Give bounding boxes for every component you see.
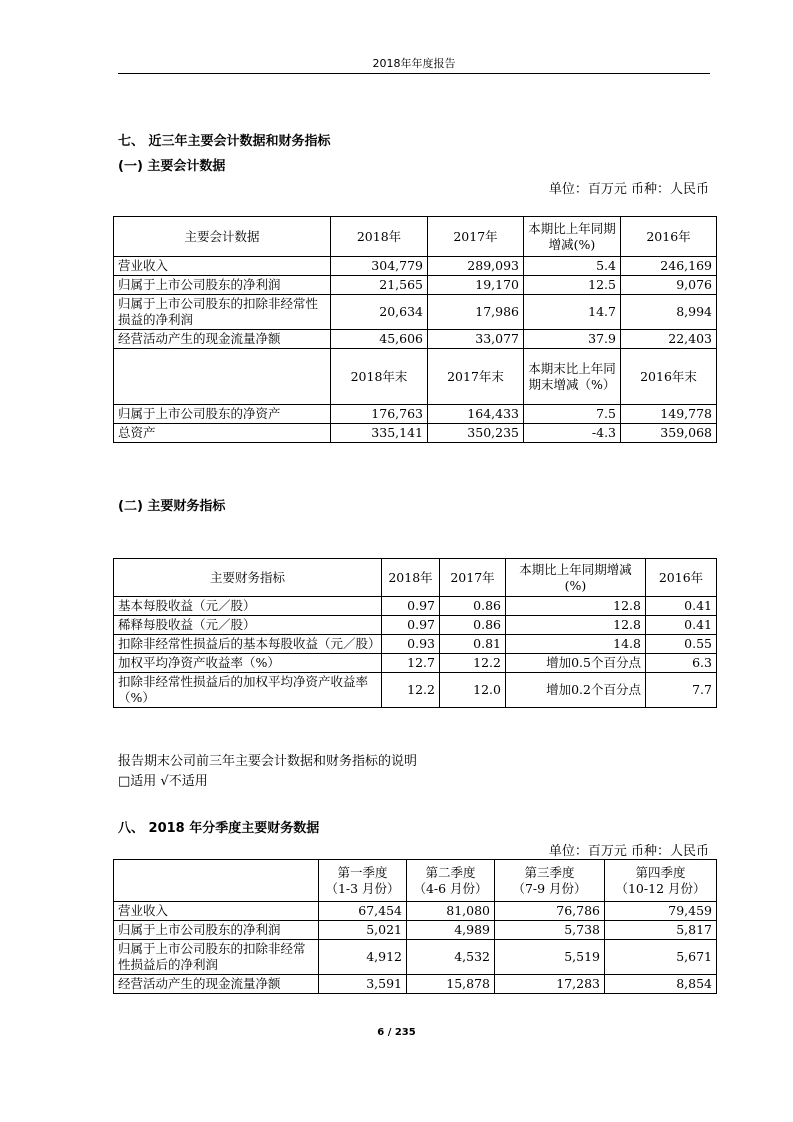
section-7-title: 七、 近三年主要会计数据和财务指标 <box>118 134 331 149</box>
col-header <box>114 860 319 902</box>
cell: 17,283 <box>495 975 605 994</box>
cell: 0.93 <box>382 635 440 654</box>
row-label: 营业收入 <box>114 902 319 921</box>
cell: 9,076 <box>621 276 717 295</box>
cell: 4,912 <box>319 940 407 975</box>
col-header: 主要财务指标 <box>114 559 382 597</box>
cell: 304,779 <box>331 257 428 276</box>
col-header: 2016年 <box>621 217 717 257</box>
col-header-line: （4-6 月份） <box>413 880 488 896</box>
col-header <box>114 349 331 405</box>
row-label: 经营活动产生的现金流量净额 <box>114 975 319 994</box>
cell: 17,986 <box>428 295 524 330</box>
unit-label-1: 单位：百万元 币种：人民币 <box>548 182 709 197</box>
cell: 81,080 <box>407 902 495 921</box>
cell: 67,454 <box>319 902 407 921</box>
cell: 0.86 <box>440 616 506 635</box>
col-header-line: 第一季度 <box>337 864 388 880</box>
table-row <box>114 921 717 940</box>
cell: 164,433 <box>428 405 524 424</box>
cell: 6.3 <box>646 654 717 673</box>
col-header: 2018年 <box>382 559 440 597</box>
header-divider <box>118 73 710 74</box>
cell: 0.81 <box>440 635 506 654</box>
col-header-line: （7-9 月份） <box>512 880 587 896</box>
cell: 12.2 <box>382 673 440 708</box>
row-label: 营业收入 <box>114 257 331 276</box>
cell: 增加0.2个百分点 <box>506 673 646 708</box>
cell: 8,854 <box>605 975 717 994</box>
table-row <box>114 330 717 349</box>
col-header: 2018年末 <box>331 349 428 405</box>
cell: 5,738 <box>495 921 605 940</box>
row-label: 基本每股收益（元／股） <box>114 597 382 616</box>
cell: 45,606 <box>331 330 428 349</box>
cell: -4.3 <box>524 424 621 443</box>
cell: 0.41 <box>646 597 717 616</box>
cell: 0.97 <box>382 616 440 635</box>
table-row <box>114 295 717 330</box>
cell: 20,634 <box>331 295 428 330</box>
accounting-data-table <box>113 216 717 443</box>
col-header: 主要会计数据 <box>114 217 331 257</box>
section-8-title: 八、 2018 年分季度主要财务数据 <box>118 821 320 836</box>
table-row <box>114 616 717 635</box>
row-label: 总资产 <box>114 424 331 443</box>
cell: 14.7 <box>524 295 621 330</box>
row-label: 扣除非经常性损益后的加权平均净资产收益率（%） <box>114 673 382 708</box>
col-header: 2017年 <box>428 217 524 257</box>
table-row <box>114 276 717 295</box>
cell: 5.4 <box>524 257 621 276</box>
cell: 12.5 <box>524 276 621 295</box>
cell: 0.55 <box>646 635 717 654</box>
unit-label-2: 单位：百万元 币种：人民币 <box>548 844 709 859</box>
table-row <box>114 424 717 443</box>
table-header-row <box>114 217 717 257</box>
cell: 4,532 <box>407 940 495 975</box>
row-label: 归属于上市公司股东的净利润 <box>114 921 319 940</box>
row-label: 加权平均净资产收益率（%） <box>114 654 382 673</box>
quarterly-data-table <box>113 859 717 994</box>
cell: 149,778 <box>621 405 717 424</box>
subsection-1-title: (一) 主要会计数据 <box>118 159 226 174</box>
col-header <box>605 860 717 902</box>
col-header-line: 第四季度 <box>635 864 686 880</box>
col-header: 本期末比上年同期末增减（%） <box>524 349 621 405</box>
cell: 350,235 <box>428 424 524 443</box>
cell: 246,169 <box>621 257 717 276</box>
col-header: 2017年 <box>440 559 506 597</box>
table-row <box>114 405 717 424</box>
row-label: 扣除非经常性损益后的基本每股收益（元／股） <box>114 635 382 654</box>
cell: 37.9 <box>524 330 621 349</box>
cell: 289,093 <box>428 257 524 276</box>
table-header-row <box>114 559 717 597</box>
page-header: 2018年年度报告 <box>372 57 456 70</box>
cell: 12.0 <box>440 673 506 708</box>
col-header: 2018年 <box>331 217 428 257</box>
table-row <box>114 257 717 276</box>
row-label: 经营活动产生的现金流量净额 <box>114 330 331 349</box>
cell: 79,459 <box>605 902 717 921</box>
indicator-note: 报告期末公司前三年主要会计数据和财务指标的说明 <box>118 754 418 769</box>
cell: 15,878 <box>407 975 495 994</box>
table-row <box>114 940 717 975</box>
table-row <box>114 673 717 708</box>
col-header-line: 第二季度 <box>425 864 476 880</box>
cell: 7.5 <box>524 405 621 424</box>
col-header-line: （1-3 月份） <box>325 880 400 896</box>
cell: 5,021 <box>319 921 407 940</box>
col-header: 2017年末 <box>428 349 524 405</box>
cell: 176,763 <box>331 405 428 424</box>
table-row <box>114 975 717 994</box>
cell: 0.97 <box>382 597 440 616</box>
applicability-options: □适用 √不适用 <box>118 774 208 789</box>
cell: 5,671 <box>605 940 717 975</box>
col-header: 2016年 <box>646 559 717 597</box>
col-header <box>495 860 605 902</box>
col-header <box>319 860 407 902</box>
cell: 0.86 <box>440 597 506 616</box>
table-header-row <box>114 860 717 902</box>
col-header: 本期比上年同期增减(%) <box>524 217 621 257</box>
col-header-line: （10-12 月份） <box>615 880 706 896</box>
table-subheader-row <box>114 349 717 405</box>
row-label: 归属于上市公司股东的净资产 <box>114 405 331 424</box>
table-row <box>114 902 717 921</box>
cell: 4,989 <box>407 921 495 940</box>
cell: 19,170 <box>428 276 524 295</box>
cell: 5,817 <box>605 921 717 940</box>
cell: 增加0.5个百分点 <box>506 654 646 673</box>
table-row <box>114 654 717 673</box>
subsection-2-title: (二) 主要财务指标 <box>118 499 226 514</box>
cell: 5,519 <box>495 940 605 975</box>
table-row <box>114 597 717 616</box>
row-label: 归属于上市公司股东的扣除非经常性损益的净利润 <box>114 295 331 330</box>
col-header <box>407 860 495 902</box>
cell: 7.7 <box>646 673 717 708</box>
financial-indicators-table <box>113 558 717 708</box>
cell: 22,403 <box>621 330 717 349</box>
cell: 8,994 <box>621 295 717 330</box>
cell: 335,141 <box>331 424 428 443</box>
cell: 12.7 <box>382 654 440 673</box>
col-header: 本期比上年同期增减(%) <box>506 559 646 597</box>
row-label: 归属于上市公司股东的净利润 <box>114 276 331 295</box>
cell: 0.41 <box>646 616 717 635</box>
col-header: 2016年末 <box>621 349 717 405</box>
cell: 12.8 <box>506 597 646 616</box>
cell: 3,591 <box>319 975 407 994</box>
row-label: 归属于上市公司股东的扣除非经常性损益后的净利润 <box>114 940 319 975</box>
row-label: 稀释每股收益（元／股） <box>114 616 382 635</box>
cell: 14.8 <box>506 635 646 654</box>
cell: 12.8 <box>506 616 646 635</box>
cell: 33,077 <box>428 330 524 349</box>
cell: 76,786 <box>495 902 605 921</box>
page-number: 6 / 235 <box>377 1027 416 1038</box>
cell: 21,565 <box>331 276 428 295</box>
table-row <box>114 635 717 654</box>
col-header-line: 第三季度 <box>524 864 575 880</box>
cell: 359,068 <box>621 424 717 443</box>
cell: 12.2 <box>440 654 506 673</box>
